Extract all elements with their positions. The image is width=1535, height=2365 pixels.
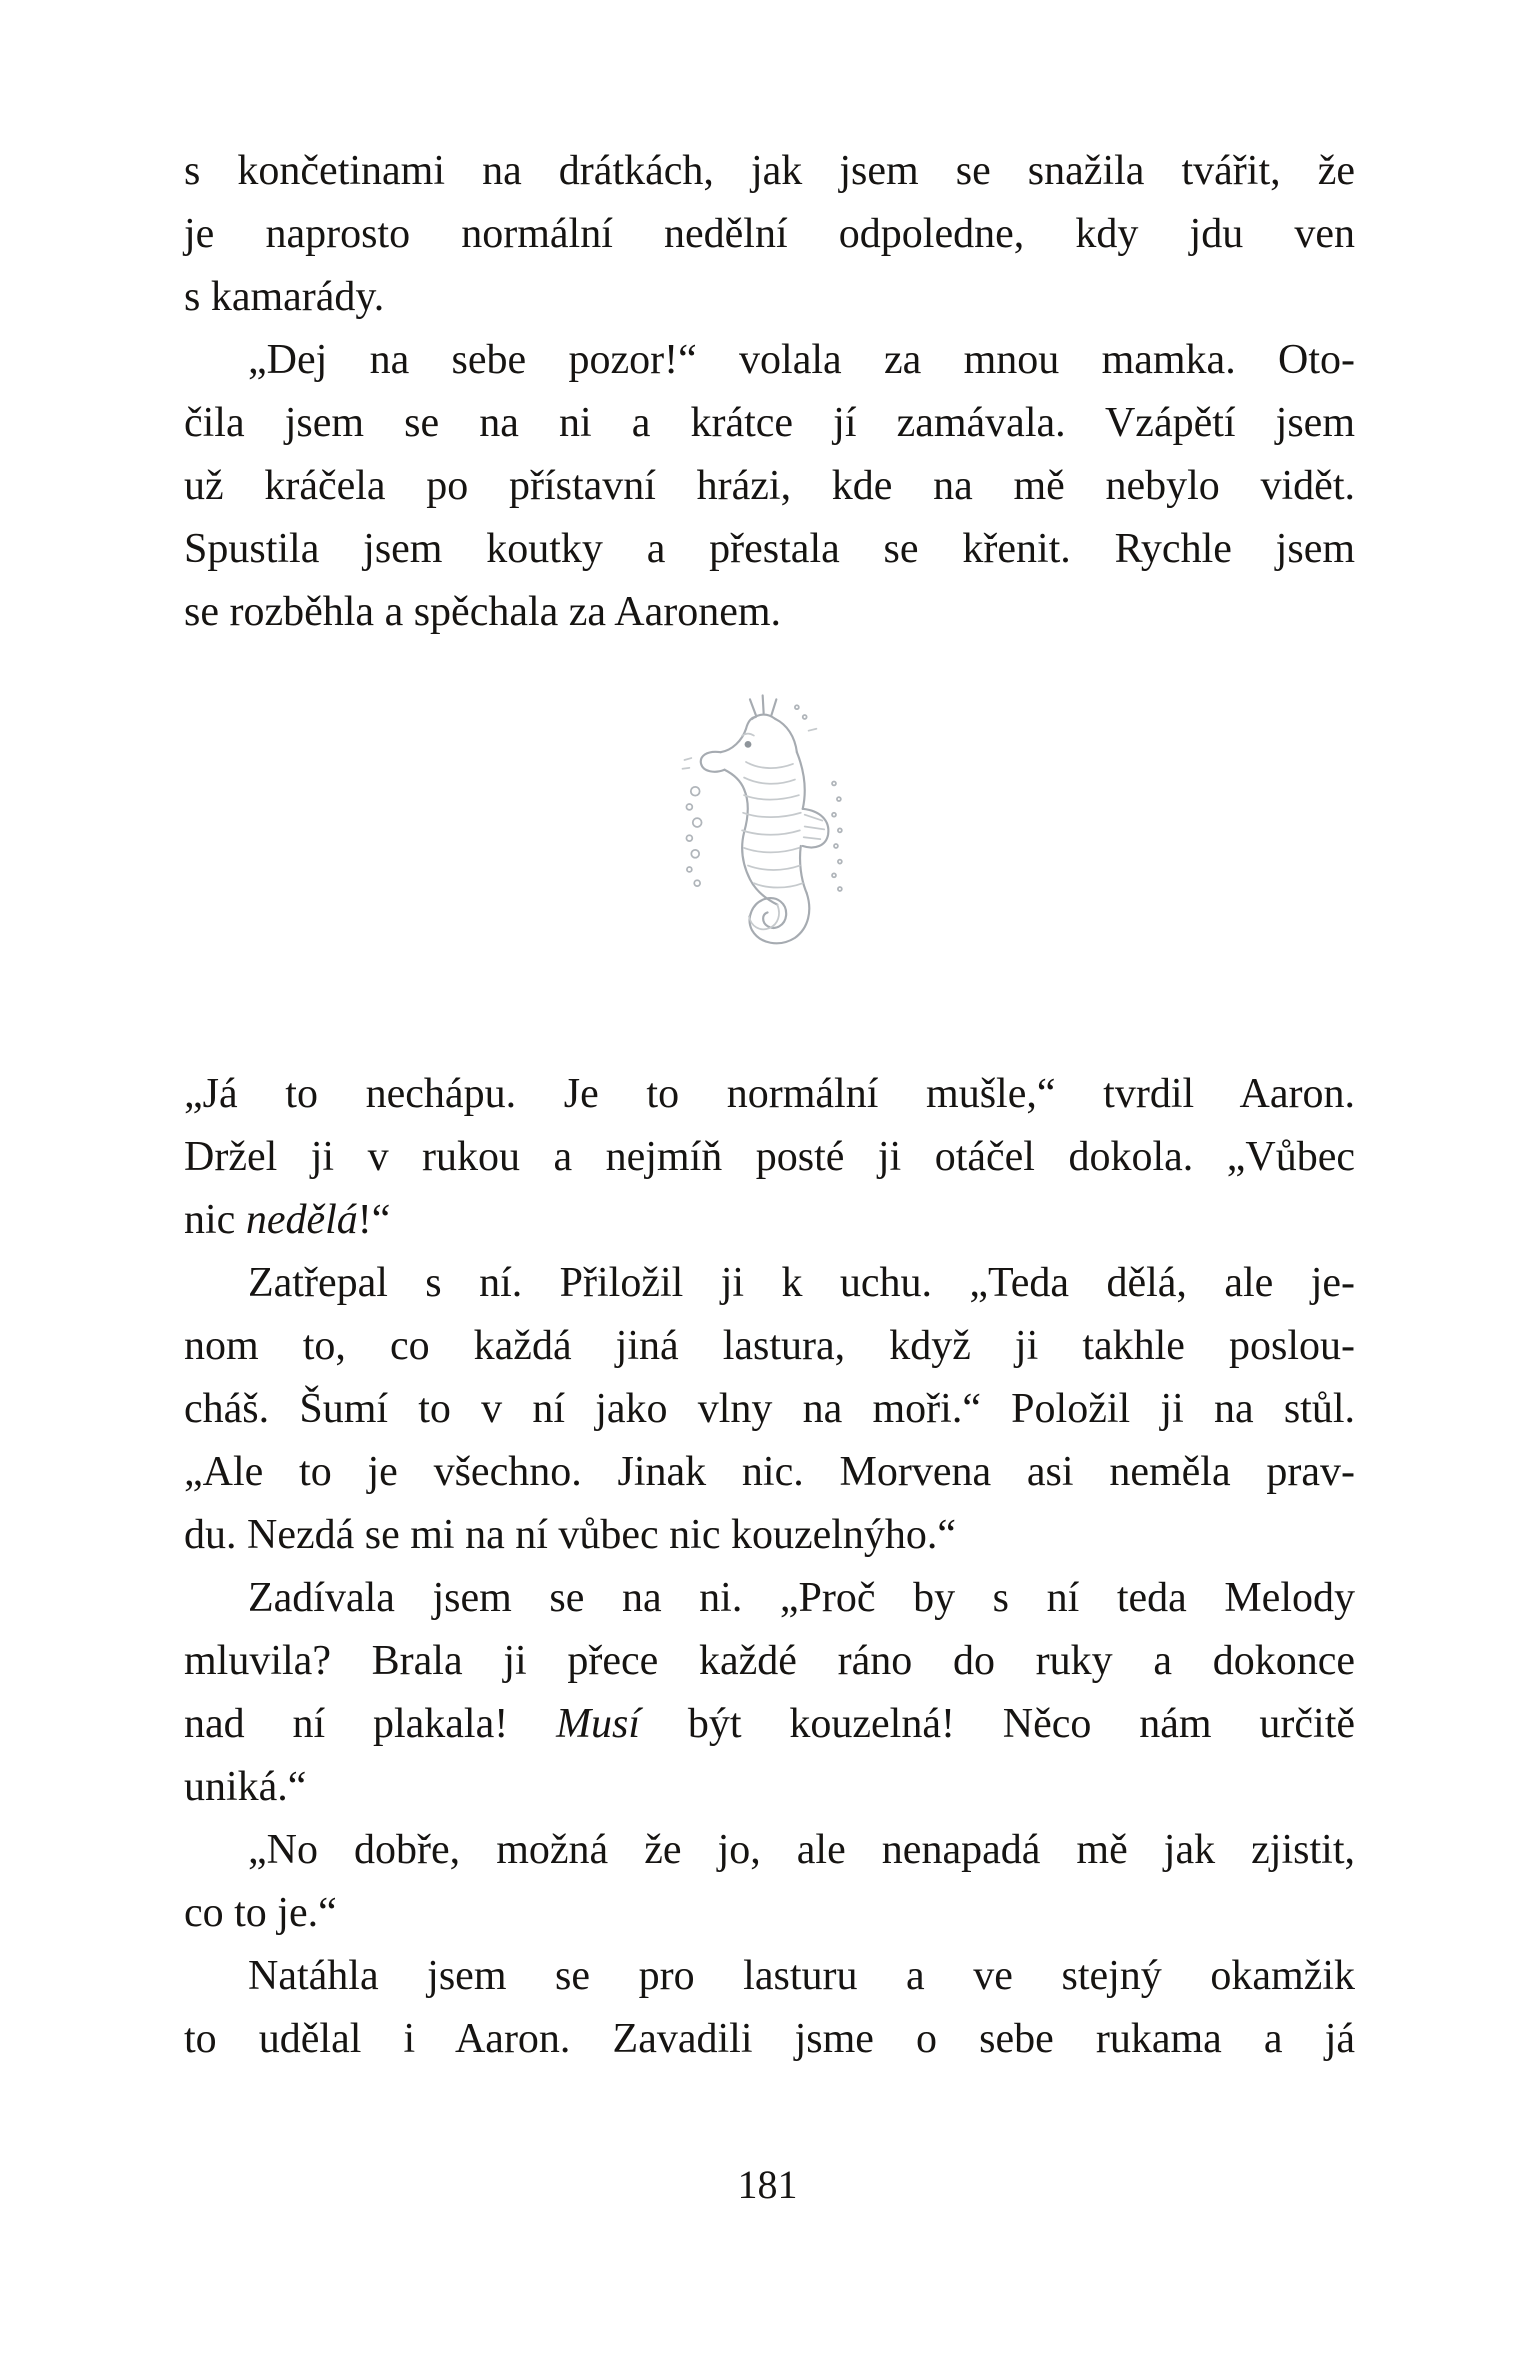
text-line: cháš. Šumí to v ní jako vlny na moři.“ Položil ji na stůl. [184, 1386, 1355, 1432]
text-line: „Dej na sebe pozor!“ volala za mnou mamka. Oto- [248, 337, 1355, 383]
text-line: Natáhla jsem se pro lasturu a ve stejný okamžik [248, 1953, 1355, 1999]
text-line: „No dobře, možná že jo, ale nenapadá mě jak zjistit, [248, 1827, 1355, 1873]
text-line: už kráčela po přístavní hrázi, kde na mě nebylo vidět. [184, 463, 1355, 509]
text-line: mluvila? Brala ji přece každé ráno do ruky a dokonce [184, 1638, 1355, 1684]
paragraph [184, 1945, 1355, 2071]
text-line: Zadívala jsem se na ni. „Proč by s ní teda Melody [248, 1575, 1355, 1621]
paragraph [184, 1567, 1355, 1819]
text-line: co to je.“ [184, 1890, 337, 1936]
text-section-after-illustration [184, 1063, 1355, 2071]
seahorse-icon [662, 686, 877, 1006]
text-line: uniká.“ [184, 1764, 307, 1810]
text-line: se rozběhla a spěchala za Aaronem. [184, 589, 782, 635]
text-line: du. Nezdá se mi na ní vůbec nic kouzelnýho.“ [184, 1512, 957, 1558]
paragraph [184, 140, 1355, 329]
text-line: s kamarády. [184, 274, 385, 320]
text-line: nic nedělá!“ [184, 1197, 391, 1243]
text-line: to udělal i Aaron. Zavadili jsme o sebe rukama a já [184, 2016, 1355, 2062]
text-line: Zatřepal s ní. Přiložil ji k uchu. „Teda dělá, ale je- [248, 1260, 1355, 1306]
text-line: „Ale to je všechno. Jinak nic. Morvena asi neměla prav- [184, 1449, 1355, 1495]
seahorse-illustration [655, 686, 885, 1011]
text-line: nad ní plakala! Musí být kouzelná! Něco nám určitě [184, 1701, 1356, 1747]
paragraph [184, 1819, 1355, 1945]
paragraph [184, 329, 1355, 644]
text-line: je naprosto normální nedělní odpoledne, kdy jdu ven [184, 211, 1355, 257]
text-line: Držel ji v rukou a nejmíň posté ji otáčel dokola. „Vůbec [184, 1134, 1355, 1180]
text-section-before-illustration [184, 140, 1355, 644]
paragraph [184, 1063, 1355, 1252]
text-line: čila jsem se na ni a krátce jí zamávala. Vzápětí jsem [184, 400, 1355, 446]
text-line: s končetinami na drátkách, jak jsem se snažila tvářit, že [184, 148, 1355, 194]
text-line: Spustila jsem koutky a přestala se křenit. Rychle jsem [184, 526, 1355, 572]
page-number: 181 [737, 2162, 798, 2207]
paragraph [184, 1252, 1355, 1567]
text-line: „Já to nechápu. Je to normální mušle,“ tvrdil Aaron. [184, 1071, 1355, 1117]
text-line: nom to, co každá jiná lastura, když ji takhle poslou- [184, 1323, 1355, 1369]
